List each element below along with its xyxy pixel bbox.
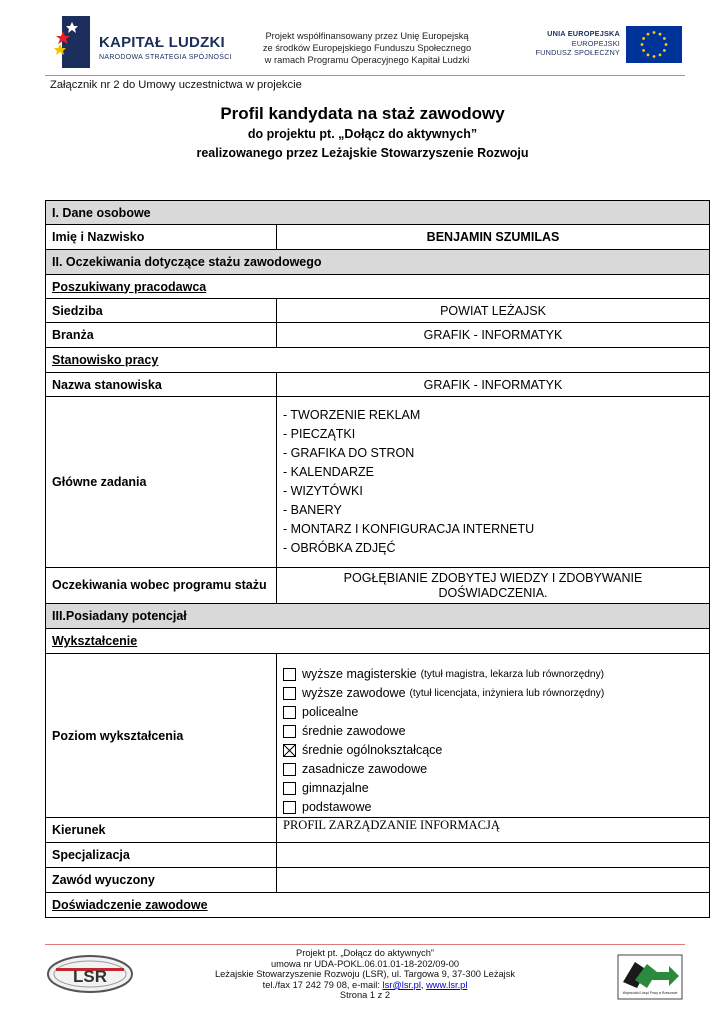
name-row [46,225,710,250]
section-expectations-row [46,250,710,275]
education-options [277,654,710,818]
tasks-row [46,397,710,568]
checkbox-checked-icon[interactable] [283,744,296,757]
eu-fund-label [520,29,620,58]
footer-email-link[interactable]: lsr@lsr.pl [382,979,421,990]
cofinancing-line: Projekt współfinansowany przez Unię Europejską [265,31,469,41]
edu-option-label: gimnazjalne [302,781,369,795]
footer-contact-separator: , [420,979,427,990]
employer-subheading: Poszukiwany pracodawca [46,275,710,299]
edu-option-label: podstawowe [302,800,372,814]
task-item: - GRAFIKA DO STRON [283,446,415,460]
kapital-ludzki-logo-icon [52,14,92,70]
edu-option-label: policealne [302,705,359,719]
industry-value[interactable]: GRAFIK - INFORMATYK [277,323,710,348]
industry-label: Branża [46,323,277,348]
employer-subheading-row [46,275,710,299]
annex-note: Załącznik nr 2 do Umowy uczestnictwa w projekcie [50,79,302,91]
edu-option-masters[interactable] [283,665,703,684]
specialization-label: Specjalizacja [46,843,277,868]
cofinancing-note [236,30,498,66]
lsr-logo-text: LSR [73,967,107,986]
footer-address: Leżajskie Stowarzyszenie Rozwoju (LSR), ul. Targowa 9, 37-300 Leżajsk [214,969,516,980]
education-level-row [46,654,710,818]
seat-label: Siedziba [46,299,277,323]
edu-option-secondary-vocational[interactable] [283,722,703,741]
education-subheading-row [46,629,710,654]
section-expectations-heading: II. Oczekiwania dotyczące stażu zawodowego [46,250,710,275]
tasks-value[interactable] [277,397,710,568]
cofinancing-line: w ramach Programu Operacyjnego Kapitał Ludzki [264,55,470,65]
candidate-profile-table [45,200,710,918]
position-name-value[interactable]: GRAFIK - INFORMATYK [277,373,710,397]
major-value[interactable]: PROFIL ZARZĄDZANIE INFORMACJĄ [277,818,710,843]
page-header [0,0,725,80]
edu-option-note: (tytuł licencjata, inżyniera lub równorzędny) [409,687,605,699]
edu-option-post-secondary[interactable] [283,703,703,722]
edu-option-basic-vocational[interactable] [283,760,703,779]
learned-profession-row [46,868,710,893]
expectations-label: Oczekiwania wobec programu stażu [46,568,277,604]
edu-option-note: (tytuł magistra, lekarza lub równorzędny) [420,668,605,680]
expectations-value[interactable] [277,568,710,604]
eu-line: EUROPEJSKI [571,38,620,48]
edu-option-label: średnie zawodowe [302,724,406,738]
footer-contact-prefix: tel./fax 17 242 79 08, e-mail: [262,979,383,990]
education-subheading: Wykształcenie [46,629,710,654]
task-item: - WIZYTÓWKI [283,484,363,498]
edu-option-primary[interactable] [283,798,703,817]
edu-option-label: wyższe zawodowe [302,686,406,700]
footer-page-number: Strona 1 z 2 [339,990,391,1001]
checkbox-icon[interactable] [283,801,296,814]
seat-value[interactable]: POWIAT LEŻAJSK [277,299,710,323]
wup-logo-icon [617,954,683,1000]
position-name-label: Nazwa stanowiska [46,373,277,397]
expectations-row [46,568,710,604]
task-item: - MONTARZ I KONFIGURACJA INTERNETU [283,522,535,536]
tasks-label: Główne zadania [46,397,277,568]
edu-option-secondary-general[interactable] [283,741,703,760]
footer-www-link[interactable]: www.lsr.pl [426,979,468,990]
expectations-line: POGŁĘBIANIE ZDOBYTEJ WIEDZY I ZDOBYWANIE [343,570,643,585]
seat-row [46,299,710,323]
section-potential-heading: III.Posiadany potencjał [46,604,710,629]
task-item: - KALENDARZE [283,465,374,479]
specialization-value[interactable] [277,843,710,868]
footer-project: Projekt pt. „Dołącz do aktywnych” [296,948,434,958]
eu-flag-icon [626,26,682,63]
document-subtitle-organizer: realizowanego przez Leżajskie Stowarzyszenie Rozwoju [196,146,529,160]
learned-profession-value[interactable] [277,868,710,893]
footer-agreement: umowa nr UDA-POKL.06.01.01-18-202/09-00 [270,958,460,969]
document-title: Profil kandydata na staż zawodowy [220,104,505,123]
learned-profession-label: Zawód wyuczony [46,868,277,893]
task-item: - TWORZENIE REKLAM [283,408,421,422]
task-item: - BANERY [283,503,342,517]
document-subtitle: do projektu pt. „Dołącz do aktywnych” [247,127,478,141]
checkbox-icon[interactable] [283,706,296,719]
task-item: - OBRÓBKA ZDJĘĆ [283,541,396,555]
position-name-row [46,373,710,397]
edu-option-bachelors[interactable] [283,684,703,703]
checkbox-icon[interactable] [283,782,296,795]
header-divider [45,75,685,76]
task-item: - PIECZĄTKI [283,427,356,441]
experience-subheading-row [46,893,710,918]
footer-text [180,948,550,1001]
edu-option-label: zasadnicze zawodowe [302,762,428,776]
expectations-line: DOŚWIADCZENIA. [438,585,548,600]
position-subheading: Stanowisko pracy [46,348,710,373]
kapital-ludzki-subtitle: NARODOWA STRATEGIA SPÓJNOŚCI [99,54,232,61]
section-potential-row [46,604,710,629]
experience-subheading: Doświadczenie zawodowe [46,893,710,918]
footer-contact [180,980,550,991]
education-level-label: Poziom wykształcenia [46,654,277,818]
footer-divider [45,944,685,945]
checkbox-icon[interactable] [283,687,296,700]
major-row [46,818,710,843]
name-value[interactable]: BENJAMIN SZUMILAS [277,225,710,250]
kapital-ludzki-title: KAPITAŁ LUDZKI [99,34,225,51]
checkbox-icon[interactable] [283,668,296,681]
industry-row [46,323,710,348]
checkbox-icon[interactable] [283,763,296,776]
major-label: Kierunek [46,818,277,843]
section-personal-row [46,201,710,225]
section-personal-heading: I. Dane osobowe [46,201,710,225]
position-subheading-row [46,348,710,373]
cofinancing-line: ze środków Europejskiego Funduszu Społecznego [262,43,472,53]
eu-line: FUNDUSZ SPOŁECZNY [535,48,620,57]
eu-line: UNIA EUROPEJSKA [547,29,620,38]
kapital-ludzki-logo [52,14,232,70]
wup-logo-text: Wojewódzki Urząd Pracy w Rzeszowie [622,991,678,995]
lsr-logo-icon [46,954,134,994]
edu-option-label: wyższe magisterskie [302,667,417,681]
name-label: Imię i Nazwisko [46,225,277,250]
checkbox-icon[interactable] [283,725,296,738]
specialization-row [46,843,710,868]
edu-option-lower-secondary[interactable] [283,779,703,798]
edu-option-label: średnie ogólnokształcące [302,743,443,757]
